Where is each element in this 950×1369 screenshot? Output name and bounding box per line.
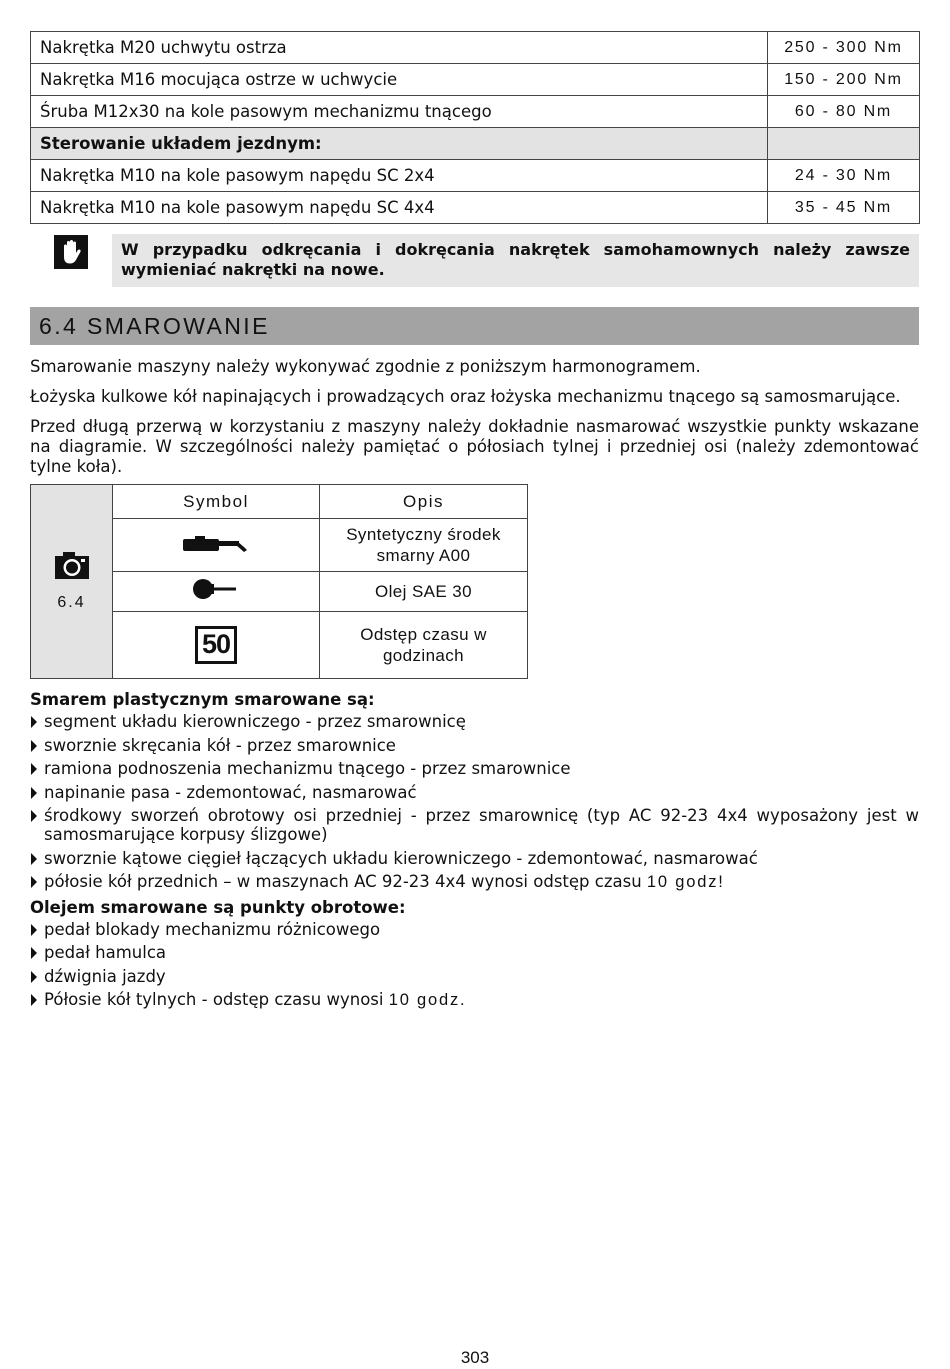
grease-gun-icon (181, 543, 251, 562)
torque-label: Śruba M12x30 na kole pasowym mechanizmu tnącego (31, 96, 768, 128)
table-row (31, 192, 920, 224)
list-item-text: sworznie kątowe cięgieł łączących układu kierowniczego - zdemontować, nasmarować (44, 848, 758, 868)
symbol-table (30, 484, 528, 679)
list-item-text: segment układu kierowniczego - przez smarownicę (44, 712, 466, 731)
symbol-cell (113, 572, 320, 612)
list-item (30, 920, 919, 939)
bullet-arrow-icon (31, 853, 37, 865)
bullet-arrow-icon (31, 787, 37, 799)
list-item (30, 872, 919, 892)
paragraph: Przed długą przerwą w korzystaniu z maszyny należy dokładnie nasmarować wszystkie punkty wskazane na diagramie. W szczególności należy pamiętać o półosiach tylnej i przedniej osi (należy zdemontować tylne koła). (30, 417, 919, 476)
torque-label: Nakrętka M10 na kole pasowym napędu SC 4x4 (31, 192, 768, 224)
figure-cell (31, 485, 113, 679)
manual-page (30, 31, 919, 1015)
list-item-text: środkowy sworzeń obrotowy osi przedniej - przez smarownicę (typ AC 92-23 4x4 wyposażony jest w samosmarujące korpusy ślizgowe) (44, 806, 919, 844)
oil-list (30, 920, 919, 1011)
list-item-interval: 10 godz. (388, 991, 467, 1009)
list-item (30, 806, 919, 844)
grease-list (30, 712, 919, 892)
list-item-text: półosie kół przednich – w maszynach AC 92-23 4x4 wynosi odstęp czasu (44, 872, 647, 891)
bullet-arrow-icon (31, 810, 37, 822)
bullet-arrow-icon (31, 994, 37, 1006)
grease-list-title: Smarem plastycznym smarowane są: (30, 690, 375, 709)
symbol-header: Symbol (113, 485, 320, 519)
section-label: Sterowanie układem jezdnym: (31, 128, 768, 160)
list-item (30, 736, 919, 755)
torque-value: 24 - 30 Nm (768, 160, 920, 192)
list-item-text: dźwignia jazdy (44, 966, 166, 986)
camera-icon (32, 551, 111, 586)
table-header-row (31, 485, 528, 519)
torque-table (30, 31, 920, 224)
description-header: Opis (320, 485, 528, 519)
stop-hand-icon (54, 235, 88, 269)
description-cell: Syntetyczny środek smarny A00 (320, 519, 528, 572)
list-item-text: ramiona podnoszenia mechanizmu tnącego - przez smarownice (44, 759, 571, 778)
bullet-arrow-icon (31, 971, 37, 983)
description-cell: Odstęp czasu w godzinach (320, 612, 528, 679)
list-item (30, 849, 919, 868)
warning-text: W przypadku odkręcania i dokręcania nakrętek samohamownych należy zawsze wymieniać nakrętki na nowe. (112, 234, 919, 287)
table-section-row (31, 128, 920, 160)
list-item (30, 967, 919, 986)
bullet-arrow-icon (31, 876, 37, 888)
list-item (30, 712, 919, 731)
symbol-cell (113, 519, 320, 572)
table-row (31, 160, 920, 192)
list-item-text: sworznie skręcania kół - przez smarownice (44, 735, 396, 755)
bullet-arrow-icon (31, 740, 37, 752)
list-item (30, 943, 919, 962)
torque-value: 35 - 45 Nm (768, 192, 920, 224)
symbol-cell (113, 612, 320, 679)
figure-label: 6.4 (57, 594, 86, 611)
oil-list-title: Olejem smarowane są punkty obrotowe: (30, 897, 406, 917)
list-item-text: napinanie pasa - zdemontować, nasmarować (44, 782, 417, 802)
table-row (31, 32, 920, 64)
paragraph: Łożyska kulkowe kół napinających i prowadzących oraz łożyska mechanizmu tnącego są samosmarujące. (30, 387, 901, 406)
page-number: 303 (460, 1348, 490, 1367)
bullet-arrow-icon (31, 924, 37, 936)
section-value (768, 128, 920, 160)
list-item (30, 783, 919, 802)
list-item-text: Półosie kół tylnych - odstęp czasu wynosi (44, 990, 389, 1009)
interval-50-icon: 50 (195, 626, 237, 664)
bullet-arrow-icon (31, 763, 37, 775)
torque-label: Nakrętka M10 na kole pasowym napędu SC 2x4 (31, 160, 768, 192)
bullet-arrow-icon (31, 947, 37, 959)
torque-label: Nakrętka M20 uchwytu ostrza (31, 32, 768, 64)
torque-value: 150 - 200 Nm (768, 64, 920, 96)
torque-value: 60 - 80 Nm (768, 96, 920, 128)
section-heading: 6.4 SMAROWANIE (30, 307, 919, 345)
bullet-arrow-icon (31, 716, 37, 728)
list-item-text: pedał blokady mechanizmu różnicowego (44, 919, 381, 939)
table-row (31, 64, 920, 96)
warning-note (30, 234, 919, 287)
list-item-text: pedał hamulca (44, 943, 167, 962)
description-cell: Olej SAE 30 (320, 572, 528, 612)
paragraph: Smarowanie maszyny należy wykonywać zgodnie z poniższym harmonogramem. (30, 357, 701, 376)
table-row (31, 96, 920, 128)
torque-value: 250 - 300 Nm (768, 32, 920, 64)
torque-label: Nakrętka M16 mocująca ostrze w uchwycie (31, 64, 768, 96)
list-item-interval: 10 godz! (646, 873, 725, 891)
list-item (30, 990, 919, 1010)
list-item (30, 759, 919, 778)
oil-can-icon (192, 587, 240, 606)
